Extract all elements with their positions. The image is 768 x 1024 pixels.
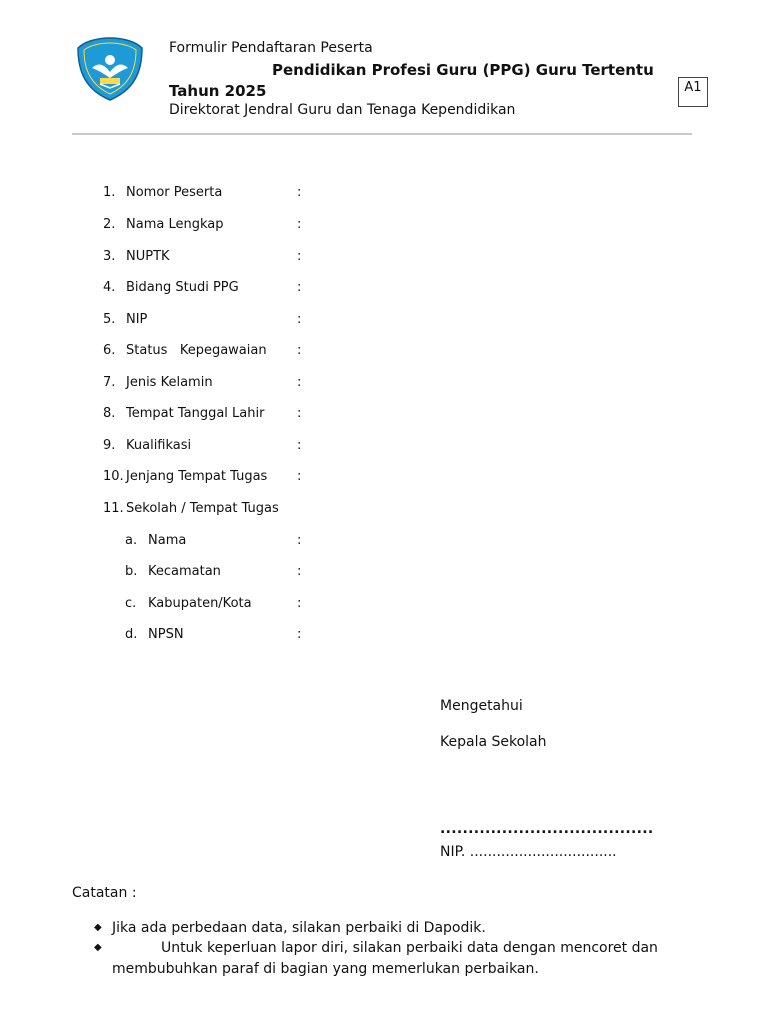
field-label: Kabupaten/Kota bbox=[148, 596, 252, 611]
field-colon: : bbox=[297, 627, 302, 642]
form-field-row bbox=[103, 406, 423, 424]
field-number: 8. bbox=[103, 406, 116, 421]
header-divider bbox=[72, 133, 692, 135]
field-number: 9. bbox=[103, 438, 116, 453]
form-field-row bbox=[125, 596, 445, 614]
form-field-row bbox=[103, 375, 423, 393]
form-field-row bbox=[103, 469, 423, 487]
form-field-row bbox=[103, 249, 423, 267]
note-text: membubuhkan paraf di bagian yang memerlukan perbaikan. bbox=[112, 961, 539, 977]
field-colon: : bbox=[297, 343, 302, 358]
form-field-row bbox=[103, 280, 423, 298]
field-label: Nama Lengkap bbox=[126, 217, 224, 232]
tut-wuri-handayani-logo bbox=[76, 36, 144, 102]
field-label: Sekolah / Tempat Tugas bbox=[126, 501, 279, 516]
field-label: NIP bbox=[126, 312, 148, 327]
field-label: Nomor Peserta bbox=[126, 185, 223, 200]
form-field-row bbox=[103, 343, 423, 361]
field-label: Bidang Studi PPG bbox=[126, 280, 239, 295]
field-colon: : bbox=[297, 596, 302, 611]
field-number: 4. bbox=[103, 280, 116, 295]
field-label: Jenjang Tempat Tugas bbox=[126, 469, 268, 484]
form-field-row bbox=[103, 217, 423, 235]
form-code-box: A1 bbox=[678, 77, 708, 107]
form-field-row bbox=[103, 501, 423, 519]
field-number: 7. bbox=[103, 375, 116, 390]
field-colon: : bbox=[297, 375, 302, 390]
nip-line: NIP. ................................. bbox=[440, 844, 617, 860]
field-colon: : bbox=[297, 533, 302, 548]
field-label: Kualifikasi bbox=[126, 438, 192, 453]
field-number: b. bbox=[125, 564, 138, 579]
field-colon: : bbox=[297, 438, 302, 453]
field-number: d. bbox=[125, 627, 138, 642]
form-field-row bbox=[103, 312, 423, 330]
field-number: 11. bbox=[103, 501, 124, 516]
field-label: NPSN bbox=[148, 627, 184, 642]
form-field-row bbox=[125, 533, 445, 551]
field-label: Nama bbox=[148, 533, 187, 548]
field-colon: : bbox=[297, 280, 302, 295]
principal-role-label: Kepala Sekolah bbox=[440, 734, 547, 750]
signature-name-line: ...................................... bbox=[440, 821, 654, 837]
field-number: 1. bbox=[103, 185, 116, 200]
field-number: 2. bbox=[103, 217, 116, 232]
field-colon: : bbox=[297, 406, 302, 421]
field-number: 6. bbox=[103, 343, 116, 358]
field-colon: : bbox=[297, 185, 302, 200]
form-field-row bbox=[125, 564, 445, 582]
diamond-bullet-icon: ◆ bbox=[94, 922, 102, 933]
notes-heading: Catatan : bbox=[72, 885, 137, 901]
field-label: Jenis Kelamin bbox=[126, 375, 213, 390]
field-number: 5. bbox=[103, 312, 116, 327]
diamond-bullet-icon: ◆ bbox=[94, 942, 102, 953]
form-year: Tahun 2025 bbox=[169, 82, 267, 100]
field-colon: : bbox=[297, 312, 302, 327]
field-number: a. bbox=[125, 533, 138, 548]
form-subtitle: Formulir Pendaftaran Peserta bbox=[169, 40, 373, 56]
field-colon: : bbox=[297, 217, 302, 232]
field-label: Status Kepegawaian bbox=[126, 343, 267, 358]
form-title: Pendidikan Profesi Guru (PPG) Guru Tertentu bbox=[272, 61, 654, 79]
field-colon: : bbox=[297, 249, 302, 264]
note-text: Jika ada perbedaan data, silakan perbaiki di Dapodik. bbox=[112, 920, 486, 936]
form-field-row bbox=[103, 185, 423, 203]
field-colon: : bbox=[297, 564, 302, 579]
acknowledge-label: Mengetahui bbox=[440, 698, 523, 714]
field-number: 10. bbox=[103, 469, 124, 484]
field-label: Kecamatan bbox=[148, 564, 221, 579]
field-number: c. bbox=[125, 596, 137, 611]
field-label: Tempat Tanggal Lahir bbox=[126, 406, 265, 421]
field-label: NUPTK bbox=[126, 249, 170, 264]
form-field-row bbox=[103, 438, 423, 456]
directorate-name: Direktorat Jendral Guru dan Tenaga Kependidikan bbox=[169, 102, 516, 118]
field-number: 3. bbox=[103, 249, 116, 264]
note-text: Untuk keperluan lapor diri, silakan perbaiki data dengan mencoret dan bbox=[112, 940, 658, 956]
field-colon: : bbox=[297, 469, 302, 484]
form-field-row bbox=[125, 627, 445, 645]
